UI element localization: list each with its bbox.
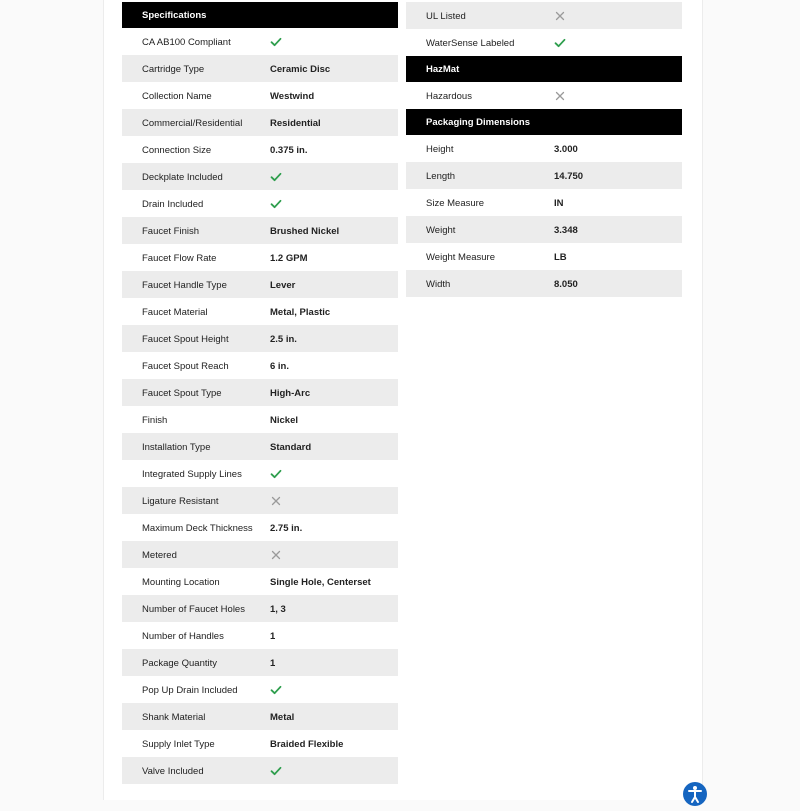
- spec-label: Number of Faucet Holes: [142, 604, 245, 615]
- spec-value: Nickel: [270, 415, 298, 426]
- spec-row-deckplate-included: [122, 163, 398, 190]
- check-icon: [554, 37, 566, 49]
- spec-row-number-of-handles: [122, 622, 398, 649]
- spec-value: 8.050: [554, 279, 578, 290]
- spec-row-finish: [122, 406, 398, 433]
- spec-value: Ceramic Disc: [270, 64, 331, 75]
- spec-row-installation-type: [122, 433, 398, 460]
- spec-row-valve-included: [122, 757, 398, 784]
- spec-label: Mounting Location: [142, 577, 220, 588]
- spec-value: [554, 90, 682, 103]
- spec-value: 3.348: [554, 225, 578, 236]
- section-header: HazMat: [406, 56, 682, 82]
- spec-row-drain-included: [122, 190, 398, 217]
- spec-label: Installation Type: [142, 442, 211, 453]
- spec-row-hazardous: [406, 82, 682, 109]
- spec-label: Ligature Resistant: [142, 496, 219, 507]
- spec-label: Maximum Deck Thickness: [142, 523, 253, 534]
- specifications-table: [122, 2, 398, 784]
- check-icon: [270, 684, 282, 696]
- spec-value: [270, 468, 398, 481]
- spec-label: Supply Inlet Type: [142, 739, 215, 750]
- spec-value: 6 in.: [270, 361, 290, 372]
- spec-value: [270, 198, 398, 211]
- spec-row-number-of-faucet-holes: [122, 595, 398, 622]
- spec-label: Height: [426, 144, 454, 155]
- spec-row-width: [406, 270, 682, 297]
- section-header: Specifications: [122, 2, 398, 28]
- spec-row-faucet-flow-rate: [122, 244, 398, 271]
- spec-value: Standard: [270, 442, 312, 453]
- spec-value: 1: [270, 658, 276, 669]
- accessibility-icon: [683, 793, 707, 810]
- spec-label: Faucet Finish: [142, 226, 200, 237]
- spec-value: Single Hole, Centerset: [270, 577, 371, 588]
- spec-row-ca-ab100-compliant: [122, 28, 398, 55]
- spec-label: Finish: [142, 415, 168, 426]
- spec-label: Number of Handles: [142, 631, 224, 642]
- x-icon: [554, 10, 566, 22]
- spec-row-ul-listed: [406, 2, 682, 29]
- spec-row-metered: [122, 541, 398, 568]
- spec-row-maximum-deck-thickness: [122, 514, 398, 541]
- x-icon: [270, 495, 282, 507]
- spec-row-cartridge-type: [122, 55, 398, 82]
- spec-value: LB: [554, 252, 567, 263]
- spec-label: Hazardous: [426, 91, 472, 102]
- spec-label: Metered: [142, 550, 177, 561]
- spec-value: Braided Flexible: [270, 739, 344, 750]
- spec-value: Residential: [270, 118, 321, 129]
- spec-value: 1.2 GPM: [270, 253, 308, 264]
- spec-label: CA AB100 Compliant: [142, 37, 231, 48]
- spec-value: [270, 495, 398, 508]
- spec-row-shank-material: [122, 703, 398, 730]
- spec-label: Faucet Spout Reach: [142, 361, 229, 372]
- spec-value: Westwind: [270, 91, 315, 102]
- spec-label: Weight: [426, 225, 456, 236]
- additional-specs-table: [406, 2, 682, 297]
- spec-label: Faucet Spout Height: [142, 334, 229, 345]
- spec-row-size-measure: [406, 189, 682, 216]
- spec-row-faucet-handle-type: [122, 271, 398, 298]
- spec-value: 1, 3: [270, 604, 286, 615]
- spec-value: Metal: [270, 712, 295, 723]
- spec-value: [554, 37, 682, 50]
- x-icon: [270, 549, 282, 561]
- spec-row-faucet-material: [122, 298, 398, 325]
- spec-label: Drain Included: [142, 199, 204, 210]
- spec-label: Weight Measure: [426, 252, 495, 263]
- spec-label: WaterSense Labeled: [426, 38, 515, 49]
- spec-row-connection-size: [122, 136, 398, 163]
- spec-row-weight: [406, 216, 682, 243]
- spec-row-faucet-finish: [122, 217, 398, 244]
- spec-value: [270, 36, 398, 49]
- spec-value: 3.000: [554, 144, 578, 155]
- spec-row-watersense-labeled: [406, 29, 682, 56]
- spec-value: [270, 765, 398, 778]
- spec-row-faucet-spout-type: [122, 379, 398, 406]
- spec-value: 14.750: [554, 171, 584, 182]
- spec-value: High-Arc: [270, 388, 311, 399]
- spec-value: IN: [554, 198, 564, 209]
- spec-label: Pop Up Drain Included: [142, 685, 238, 696]
- spec-label: Integrated Supply Lines: [142, 469, 242, 480]
- spec-value: Metal, Plastic: [270, 307, 331, 318]
- spec-label: Faucet Material: [142, 307, 208, 318]
- check-icon: [270, 468, 282, 480]
- check-icon: [270, 765, 282, 777]
- section-header: Packaging Dimensions: [406, 109, 682, 135]
- spec-row-collection-name: [122, 82, 398, 109]
- spec-row-package-quantity: [122, 649, 398, 676]
- spec-value: [270, 171, 398, 184]
- spec-label: Size Measure: [426, 198, 485, 209]
- check-icon: [270, 198, 282, 210]
- spec-row-faucet-spout-height: [122, 325, 398, 352]
- spec-value: 2.75 in.: [270, 523, 303, 534]
- spec-row-length: [406, 162, 682, 189]
- spec-label: Faucet Spout Type: [142, 388, 222, 399]
- spec-value: [270, 684, 398, 697]
- spec-row-faucet-spout-reach: [122, 352, 398, 379]
- spec-value: Brushed Nickel: [270, 226, 340, 237]
- spec-row-supply-inlet-type: [122, 730, 398, 757]
- spec-label: Shank Material: [142, 712, 206, 723]
- spec-row-weight-measure: [406, 243, 682, 270]
- spec-value: Lever: [270, 280, 296, 291]
- spec-value: [554, 10, 682, 23]
- spec-value: 0.375 in.: [270, 145, 308, 156]
- spec-label: Cartridge Type: [142, 64, 205, 75]
- spec-value: [270, 549, 398, 562]
- spec-label: Collection Name: [142, 91, 212, 102]
- spec-row-commercial-residential: [122, 109, 398, 136]
- spec-label: Length: [426, 171, 456, 182]
- spec-label: UL Listed: [426, 11, 466, 22]
- x-icon: [554, 90, 566, 102]
- spec-label: Valve Included: [142, 766, 204, 777]
- spec-label: Connection Size: [142, 145, 212, 156]
- spec-value: 1: [270, 631, 276, 642]
- spec-value: 2.5 in.: [270, 334, 297, 345]
- spec-label: Package Quantity: [142, 658, 217, 669]
- accessibility-button[interactable]: [683, 782, 707, 806]
- spec-label: Width: [426, 279, 451, 290]
- spec-row-integrated-supply-lines: [122, 460, 398, 487]
- spec-row-ligature-resistant: [122, 487, 398, 514]
- spec-row-mounting-location: [122, 568, 398, 595]
- check-icon: [270, 36, 282, 48]
- spec-row-pop-up-drain-included: [122, 676, 398, 703]
- spec-row-height: [406, 135, 682, 162]
- spec-label: Faucet Flow Rate: [142, 253, 217, 264]
- spec-label: Commercial/Residential: [142, 118, 243, 129]
- spec-label: Faucet Handle Type: [142, 280, 227, 291]
- spec-label: Deckplate Included: [142, 172, 223, 183]
- check-icon: [270, 171, 282, 183]
